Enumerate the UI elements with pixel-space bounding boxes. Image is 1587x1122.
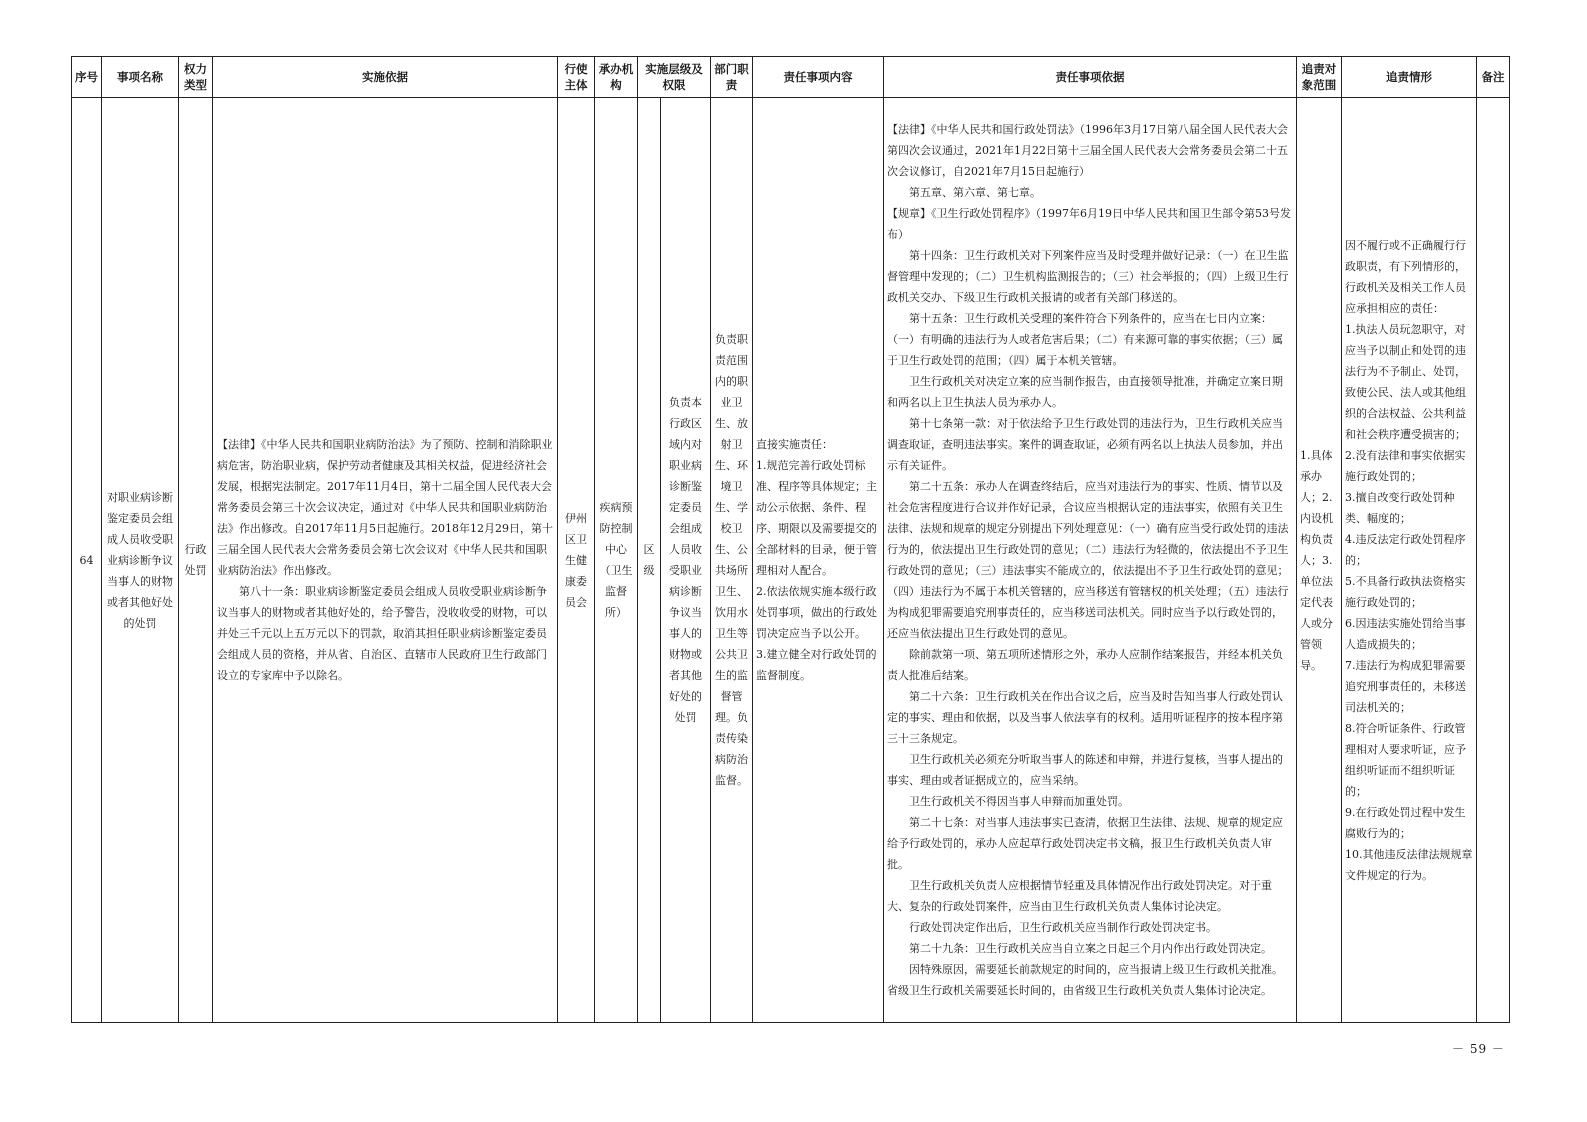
resp-content-line: 直接实施责任： — [756, 438, 833, 451]
main-table — [71, 56, 1510, 1023]
cell-dept-duty: 负责职责范围内的职业卫生、放射卫生、环境卫生、学校卫生、公共场所卫生、饮用水卫生等公共卫生的监督管理。负责传染病防治监督。 — [711, 98, 753, 1023]
resp-basis-paragraph: 除前款第一项、第五项所述情形之外，承办人应制作结案报告，并经本机关负责人批准后结案。 — [887, 648, 1283, 682]
header-remarks: 备注 — [1477, 57, 1510, 98]
resp-basis-paragraph: 卫生行政机关必须充分听取当事人的陈述和申辩，并进行复核，当事人提出的事实、理由或者证据成立的，应当采纳。 — [887, 753, 1283, 787]
basis-paragraph: 第八十一条：职业病诊断鉴定委员会组成人员收受职业病诊断争议当事人的财物或者其他好处的，给予警告，没收收受的财物，可以并处三千元以上五万元以下的罚款，取消其担任职业病诊断鉴定委员会组成人员的资格，并从省、自治区、直辖市人民政府卫生行政部门设立的专家库中予以除名。 — [217, 585, 547, 682]
cell-item-name: 对职业病诊断鉴定委员会组成人员收受职业病诊断争议当事人的财物或者其他好处的处罚 — [102, 98, 179, 1023]
header-dept-duty: 部门职责 — [711, 57, 753, 98]
header-resp-basis: 责任事项依据 — [884, 57, 1297, 98]
cell-seq: 64 — [72, 98, 102, 1023]
cell-scope: 1.具体承办人；2.内设机构负责人；3.单位法定代表人或分管领导。 — [1297, 98, 1342, 1023]
resp-content-line: 3.建立健全对行政处罚的监督制度。 — [756, 648, 877, 682]
resp-basis-paragraph: 卫生行政机关不得因当事人申辩而加重处罚。 — [909, 795, 1129, 808]
basis-paragraph: 【法律】《中华人民共和国职业病防治法》为了预防、控制和消除职业病危害，防治职业病，保护劳动者健康及其相关权益，促进经济社会发展，根据宪法制定。2017年11月4日，第十二届全国人民代表大会常务委员会第三十次会议决定，通过对《中华人民共和国职业病防治法》作出修改。自2017年11月5日起施行。2018年12月29日，第十三届全国人民代表大会常务委员会第七次会议对《中华人民共和国职业病防治法》作出修改。 — [217, 438, 553, 577]
header-item-name: 事项名称 — [102, 57, 179, 98]
situation-line: 5.不具备行政执法资格实施行政处罚的； — [1345, 574, 1466, 609]
header-level: 实施层级及权限 — [638, 57, 711, 98]
table-row — [72, 98, 1510, 1023]
cell-agency: 疾病预防控制中心（卫生监督所） — [595, 98, 638, 1023]
cell-level-a: 区级 — [638, 98, 661, 1023]
situation-line: 6.因违法实施处罚给当事人造成损失的； — [1345, 616, 1466, 651]
resp-basis-paragraph: 因特殊原因，需要延长前款规定的时间的，应当报请上级卫生行政机关批准。省级卫生行政机关需要延长时间的，由省级卫生行政机关负责人集体讨论决定。 — [887, 963, 1283, 997]
situation-line: 8.符合听证条件、行政管理相对人要求听证，应予组织听证而不组织听证的； — [1345, 721, 1466, 798]
header-basis: 实施依据 — [213, 57, 558, 98]
resp-basis-paragraph: 第十五条：卫生行政机关受理的案件符合下列条件的，应当在七日内立案：（一）有明确的违法行为人或者危害后果；（二）有来源可靠的事实依据；（三）属于卫生行政处罚的范围；（四）属于本机关管辖。 — [887, 312, 1283, 367]
header-resp-content: 责任事项内容 — [753, 57, 884, 98]
cell-resp-content — [753, 98, 884, 1023]
resp-basis-paragraph: 【规章】《卫生行政处罚程序》（1997年6月19日中华人民共和国卫生部令第53号发布） — [887, 207, 1291, 241]
situation-line: 因不履行或不正确履行行政职责，有下列情形的，行政机关及相关工作人员应承担相应的责任： — [1345, 238, 1466, 315]
cell-power-type: 行政处罚 — [179, 98, 213, 1023]
situation-line: 4.违反法定行政处罚程序的； — [1345, 532, 1466, 567]
header-agency: 承办机构 — [595, 57, 638, 98]
situation-line: 7.违法行为构成犯罪需要追究刑事责任的，未移送司法机关的； — [1345, 658, 1466, 714]
resp-basis-paragraph: 【法律】《中华人民共和国行政处罚法》（1996年3月17日第八届全国人民代表大会第四次会议通过，2021年1月22日第十三届全国人民代表大会常务委员会第二十五次会议修订，自2021年7月15日起施行） — [887, 123, 1288, 178]
resp-basis-paragraph: 第十七条第一款：对于依法给予卫生行政处罚的违法行为，卫生行政机关应当调查取证，查明违法事实。案件的调查取证，必须有两名以上执法人员参加，并出示有关证件。 — [887, 417, 1283, 472]
resp-basis-paragraph: 第五章、第六章、第七章。 — [909, 186, 1041, 199]
situation-line: 3.擅自改变行政处罚种类、幅度的； — [1345, 490, 1455, 525]
header-scope: 追责对象范围 — [1297, 57, 1342, 98]
resp-basis-paragraph: 第二十五条：承办人在调查终结后，应当对违法行为的事实、性质、情节以及社会危害程度进行合议并作好记录，合议应当根据认定的违法事实，依照有关卫生法律、法规和规章的规定分别提出下列处理意见：（一）确有应当受行政处罚的违法行为的，依法提出卫生行政处罚的意见；（二）违法行为轻微的，依法提出不予卫生行政处罚的意见；（三）违法事实不能成立的，依法提出不予卫生行政处罚的意见；（四）违法行为不属于本机关管辖的，应当移送有管辖权的机关处理；（五）违法行为构成犯罪需要追究刑事责任的，应当移送司法机关。同时应当予以行政处罚的，还应当依法提出卫生行政处罚的意见。 — [887, 480, 1289, 640]
cell-situations — [1342, 98, 1477, 1023]
resp-content-line: 1.规范完善行政处罚标准、程序等具体规定；主动公示依据、条件、程序、期限以及需要提交的全部材料的目录，便于管理相对人配合。 — [756, 459, 877, 577]
cell-resp-basis — [884, 98, 1297, 1023]
situation-line: 9.在行政处罚过程中发生腐败行为的； — [1345, 805, 1466, 840]
cell-basis — [213, 98, 558, 1023]
cell-remarks — [1477, 98, 1510, 1023]
resp-basis-paragraph: 第二十六条：卫生行政机关在作出合议之后，应当及时告知当事人行政处罚认定的事实、理由和依据，以及当事人依法享有的权利。适用听证程序的按本程序第三十三条规定。 — [887, 690, 1283, 745]
header-situations: 追责情形 — [1342, 57, 1477, 98]
resp-basis-paragraph: 卫生行政机关对决定立案的应当制作报告，由直接领导批准，并确定立案日期和两名以上卫生执法人员为承办人。 — [887, 375, 1283, 409]
cell-level-b: 负责本行政区域内对职业病诊断鉴定委员会组成人员收受职业病诊断争议当事人的财物或者其他好处的处罚 — [661, 98, 711, 1023]
resp-content-line: 2.依法依规实施本级行政处罚事项，做出的行政处罚决定应当予以公开。 — [756, 585, 877, 640]
situation-line: 2.没有法律和事实依据实施行政处罚的； — [1345, 448, 1466, 483]
situation-line: 10.其他违反法律法规规章文件规定的行为。 — [1345, 847, 1473, 882]
resp-basis-paragraph: 第二十七条：对当事人违法事实已查清，依据卫生法律、法规、规章的规定应给予行政处罚的，承办人应起草行政处罚决定书文稿，报卫生行政机关负责人审批。 — [887, 816, 1283, 871]
header-power-type: 权力类型 — [179, 57, 213, 98]
header-subject: 行使主体 — [558, 57, 595, 98]
header-row — [72, 57, 1510, 98]
resp-basis-paragraph: 卫生行政机关负责人应根据情节轻重及具体情况作出行政处罚决定。对于重大、复杂的行政处罚案件，应当由卫生行政机关负责人集体讨论决定。 — [887, 879, 1272, 913]
cell-subject: 伊州区卫生健康委员会 — [558, 98, 595, 1023]
page-number: － 59 － — [1452, 1042, 1505, 1056]
header-seq: 序号 — [72, 57, 102, 98]
resp-basis-paragraph: 第十四条：卫生行政机关对下列案件应当及时受理并做好记录：（一）在卫生监督管理中发现的；（二）卫生机构监测报告的；（三）社会举报的；（四）上级卫生行政机关交办、下级卫生行政机关报请的或者有关部门移送的。 — [887, 249, 1289, 304]
situation-line: 1.执法人员玩忽职守，对应当予以制止和处罚的违法行为不予制止、处罚，致使公民、法人或其他组织的合法权益、公共利益和社会秩序遭受损害的； — [1345, 322, 1466, 441]
resp-basis-paragraph: 行政处罚决定作出后，卫生行政机关应当制作行政处罚决定书。 — [909, 921, 1217, 934]
resp-basis-paragraph: 第二十九条：卫生行政机关应当自立案之日起三个月内作出行政处罚决定。 — [909, 942, 1272, 955]
